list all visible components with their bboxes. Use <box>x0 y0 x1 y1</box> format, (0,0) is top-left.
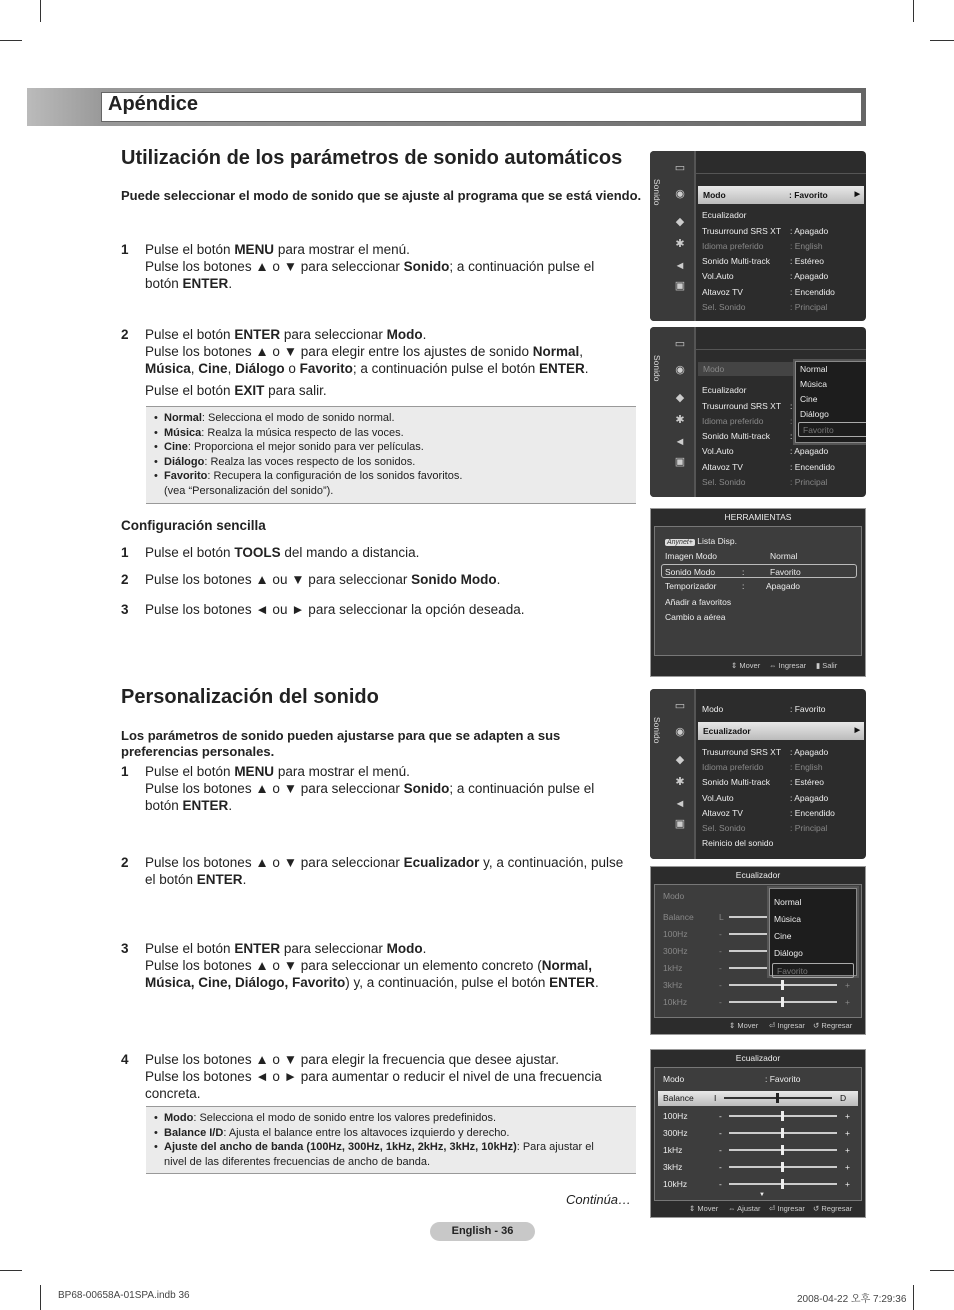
step-number: 1 <box>121 242 129 257</box>
picture-icon: ▭ <box>674 162 686 174</box>
support-icon: ▣ <box>674 280 686 292</box>
note-item: • Modo: Selecciona el modo de sonido entre los valores predefinidos. <box>154 1111 628 1126</box>
tools-header: HERRAMIENTAS <box>724 512 792 522</box>
setup-icon: ✱ <box>675 238 685 250</box>
eq-mode-dropdown[interactable] <box>769 888 857 976</box>
eq-slider-balance[interactable]: Balance L <box>663 910 853 924</box>
tools-item-switch-air[interactable]: Cambio a aérea <box>665 612 726 622</box>
equalizer-header: Ecualizador <box>735 1053 781 1063</box>
setup-icon: ✱ <box>675 776 685 788</box>
picture-icon: ▭ <box>674 700 686 712</box>
sidebar-label: Sonido <box>652 179 662 206</box>
enter-hint: ⏎ Ingresar <box>769 1204 805 1213</box>
crop-mark <box>913 1285 914 1310</box>
dropdown-option[interactable]: Diálogo <box>800 409 829 419</box>
scroll-down-icon[interactable]: ▼ <box>759 1192 765 1198</box>
enter-hint: ⏎ Ingresar <box>769 1021 805 1030</box>
anynet-logo: Anynet+ <box>667 539 693 546</box>
eq-mode-row[interactable]: Modo : Favorito <box>663 1074 801 1084</box>
move-hint: ⇕ Mover <box>729 1021 759 1030</box>
equalizer-header: Ecualizador <box>735 870 781 880</box>
tools-item-sound-mode[interactable]: Sonido Modo : Favorito <box>661 564 857 578</box>
section-title-custom-sound: Personalización del sonido <box>121 686 379 708</box>
channel-icon: ◆ <box>675 392 685 404</box>
support-icon: ▣ <box>674 456 686 468</box>
note-item: • Cine: Proporciona el mejor sonido para ver películas. <box>154 440 628 455</box>
continues-label: Continúa… <box>566 1192 632 1207</box>
eq-slider-300hz[interactable]: 300Hz - <box>663 944 853 958</box>
move-hint: ⇕ Mover <box>731 661 761 670</box>
menu-item-modo[interactable]: Modo <box>698 362 864 376</box>
eq-slider-3khz[interactable]: 3kHz - + <box>663 1162 850 1172</box>
tv-sound-menu-screen: Sonido ▭ ◉ ◆ ✱ ◄ ▣ Modo : Favorito ▶ Ecualizador Trusurround SRS XT : Apagado Idioma preferido : English Sonido Multi-track : Estéreo Vol.Auto : Apagado Altavoz TV : Encendido Sel. Sonido : Principal <box>650 151 866 321</box>
dropdown-option[interactable]: Normal <box>800 364 828 374</box>
tv-sound-mode-popup-screen: Sonido ▭ ◉ ◆ ✱ ◄ ▣ Modo Ecualizador Trusurround SRS XT : Idioma preferido : Sonido Multi-track : Vol.Auto : Apagado Altavoz TV : Encendido Sel. Sonido : Principal Normal Música Cine Diálogo Favorito <box>650 327 866 497</box>
dropdown-option-selected[interactable]: Favorito <box>772 963 854 978</box>
crop-mark <box>40 1285 41 1310</box>
crop-mark <box>913 0 914 22</box>
dropdown-option[interactable]: Cine <box>774 931 792 941</box>
crop-mark <box>0 1270 22 1271</box>
chapter-title-box <box>101 92 862 122</box>
dropdown-option[interactable]: Normal <box>774 897 802 907</box>
eq-slider-1khz[interactable]: 1kHz - <box>663 961 853 975</box>
dropdown-option[interactable]: Música <box>800 379 827 389</box>
input-icon: ◄ <box>674 436 686 448</box>
dropdown-option-selected[interactable]: Favorito <box>798 422 866 437</box>
exit-hint: ▮ Salir <box>816 661 838 670</box>
crop-mark <box>930 1270 954 1271</box>
support-icon: ▣ <box>674 818 686 830</box>
print-date-info: 2008-04-22 오후 7:29:36 <box>797 1294 907 1305</box>
sound-icon: ◉ <box>675 364 685 376</box>
step-number: 2 <box>121 327 129 342</box>
move-hint: ⇕ Mover <box>689 1204 719 1213</box>
return-hint: ↺ Regresar <box>813 1021 853 1030</box>
step-2: 2 Pulse el botón ENTER para seleccionar Modo. Pulse los botones ▲ o ▼ para elegir entre los ajustes de sonido Normal, Música, Cine, Diálogo o Favorito; a continuación pulse el botón ENTER. Pulse el botón EXIT para salir. <box>121 327 589 398</box>
note-item: • Música: Realza la música respecto de las voces. <box>154 426 628 441</box>
custom-step-3: 3 Pulse el botón ENTER para seleccionar Modo. Pulse los botones ▲ o ▼ para seleccionar un elemento concreto (Normal, Música, Cine, Diálogo, Favorito) y, a continuación, pulse el botón ENTER. <box>121 941 599 990</box>
menu-item-equalizer[interactable]: Ecualizador ▶ <box>698 722 864 740</box>
easy-setup-title: Configuración sencilla <box>121 518 266 533</box>
sidebar-label: Sonido <box>652 355 662 382</box>
tv-tools-menu-screen <box>650 508 866 677</box>
note-item: • Normal: Selecciona el modo de sonido normal. <box>154 411 628 426</box>
easy-step-2: 2 Pulse los botones ▲ ou ▼ para seleccionar Sonido Modo. <box>121 572 501 587</box>
section-intro: Puede seleccionar el modo de sonido que se ajuste al programa que se está viendo. <box>121 188 642 203</box>
tools-item-sleep-timer[interactable]: Temporizador : Apagado <box>665 581 801 591</box>
note-item: • Diálogo: Realza las voces respecto de los sonidos. <box>154 455 628 470</box>
enter-hint: ⇔ Ingresar <box>769 661 807 670</box>
step-1: 1 Pulse el botón MENU para mostrar el menú. Pulse los botones ▲ o ▼ para seleccionar Sonido; a continuación pulse el botón ENTER. <box>121 242 595 291</box>
menu-item-modo[interactable]: Modo : Favorito ▶ <box>698 186 864 204</box>
eq-mode-row[interactable]: Modo <box>663 891 685 901</box>
input-icon: ◄ <box>674 798 686 810</box>
eq-slider-balance[interactable]: Balance I D <box>658 1091 858 1106</box>
input-icon: ◄ <box>674 260 686 272</box>
sound-icon: ◉ <box>675 188 685 200</box>
eq-slider-3khz[interactable]: 3kHz - + <box>663 980 850 990</box>
note-item: • Favorito: Recupera la configuración de los sonidos favoritos. <box>154 469 628 484</box>
custom-step-1: 1 Pulse el botón MENU para mostrar el menú. Pulse los botones ▲ o ▼ para seleccionar Sonido; a continuación pulse el botón ENTER. <box>121 764 595 813</box>
tv-sound-equalizer-screen: Sonido ▭ ◉ ◆ ✱ ◄ ▣ Modo : Favorito Ecualizador ▶ Trusurround SRS XT : Apagado Idioma preferido : English Sonido Multi-track : Estéreo Vol.Auto : Apagado Altavoz TV : Encendido Sel. Sonido : Principal Reinicio del sonido <box>650 689 866 859</box>
custom-step-4: 4 Pulse los botones ▲ o ▼ para elegir la frecuencia que desee ajustar. Pulse los botones ◄ o ► para aumentar o reducir el nivel de una frecuencia concreta. <box>121 1052 602 1101</box>
notes-sound-modes <box>146 406 636 504</box>
section-intro: Los parámetros de sonido pueden ajustarse para que se adapten a sus preferencias personales. <box>121 728 561 759</box>
dropdown-option[interactable]: Diálogo <box>774 948 803 958</box>
eq-slider-100hz[interactable]: 100Hz - <box>663 927 853 941</box>
picture-icon: ▭ <box>674 338 686 350</box>
dropdown-option[interactable]: Cine <box>800 394 818 404</box>
dropdown-option[interactable]: Música <box>774 914 801 924</box>
tv-equalizer-mode-screen <box>650 866 866 1035</box>
easy-step-1: 1 Pulse el botón TOOLS del mando a distancia. <box>121 545 420 560</box>
setup-icon: ✱ <box>675 414 685 426</box>
section-title-auto-sound: Utilización de los parámetros de sonido automáticos <box>121 147 623 169</box>
note-item: • Ajuste del ancho de banda (100Hz, 300Hz, 1kHz, 2kHz, 3kHz, 10kHz): Para ajustar el <box>154 1140 628 1155</box>
eq-slider-10khz[interactable]: 10kHz - + <box>663 1179 850 1189</box>
adjust-hint: ⇔ Ajustar <box>728 1204 761 1213</box>
eq-slider-300hz[interactable]: 300Hz - + <box>663 1128 850 1138</box>
easy-step-3: 3 Pulse los botones ◄ ou ► para seleccionar la opción deseada. <box>121 602 525 617</box>
channel-icon: ◆ <box>675 216 685 228</box>
menu-sidebar <box>650 151 694 321</box>
tools-item-picture-mode[interactable]: Imagen Modo Normal <box>665 551 798 561</box>
custom-step-2: 2 Pulse los botones ▲ o ▼ para seleccionar Ecualizador y, a continuación, pulse el botón ENTER. <box>121 855 624 887</box>
tools-item-device-list[interactable]: Anynet+ Lista Disp. <box>667 536 737 546</box>
note-continuation: (vea “Personalización del sonido”). <box>164 484 334 497</box>
crop-mark <box>0 40 22 41</box>
sound-icon: ◉ <box>675 726 685 738</box>
print-file-info: BP68-00658A-01SPA.indb 36 <box>58 1290 190 1301</box>
page-number: English - 36 <box>430 1222 535 1241</box>
sound-mode-dropdown[interactable] <box>795 361 866 443</box>
eq-slider-1khz[interactable]: 1kHz - + <box>663 1145 850 1155</box>
crop-mark <box>40 0 41 22</box>
note-item: • Balance I/D: Ajusta el balance entre los altavoces izquierdo y derecho. <box>154 1126 628 1141</box>
eq-slider-100hz[interactable]: 100Hz - + <box>663 1111 850 1121</box>
eq-slider-10khz[interactable]: 10kHz - + <box>663 997 850 1007</box>
note-continuation: nivel de las diferentes frecuencias de ancho de banda. <box>164 1155 431 1168</box>
sidebar-label: Sonido <box>652 717 662 744</box>
crop-mark <box>930 40 954 41</box>
tv-equalizer-sliders-screen <box>650 1049 866 1218</box>
channel-icon: ◆ <box>675 754 685 766</box>
notes-equalizer <box>146 1106 636 1174</box>
tools-item-add-favorites[interactable]: Añadir a favoritos <box>665 597 732 607</box>
chapter-title: Apéndice <box>108 93 199 115</box>
return-hint: ↺ Regresar <box>813 1204 853 1213</box>
